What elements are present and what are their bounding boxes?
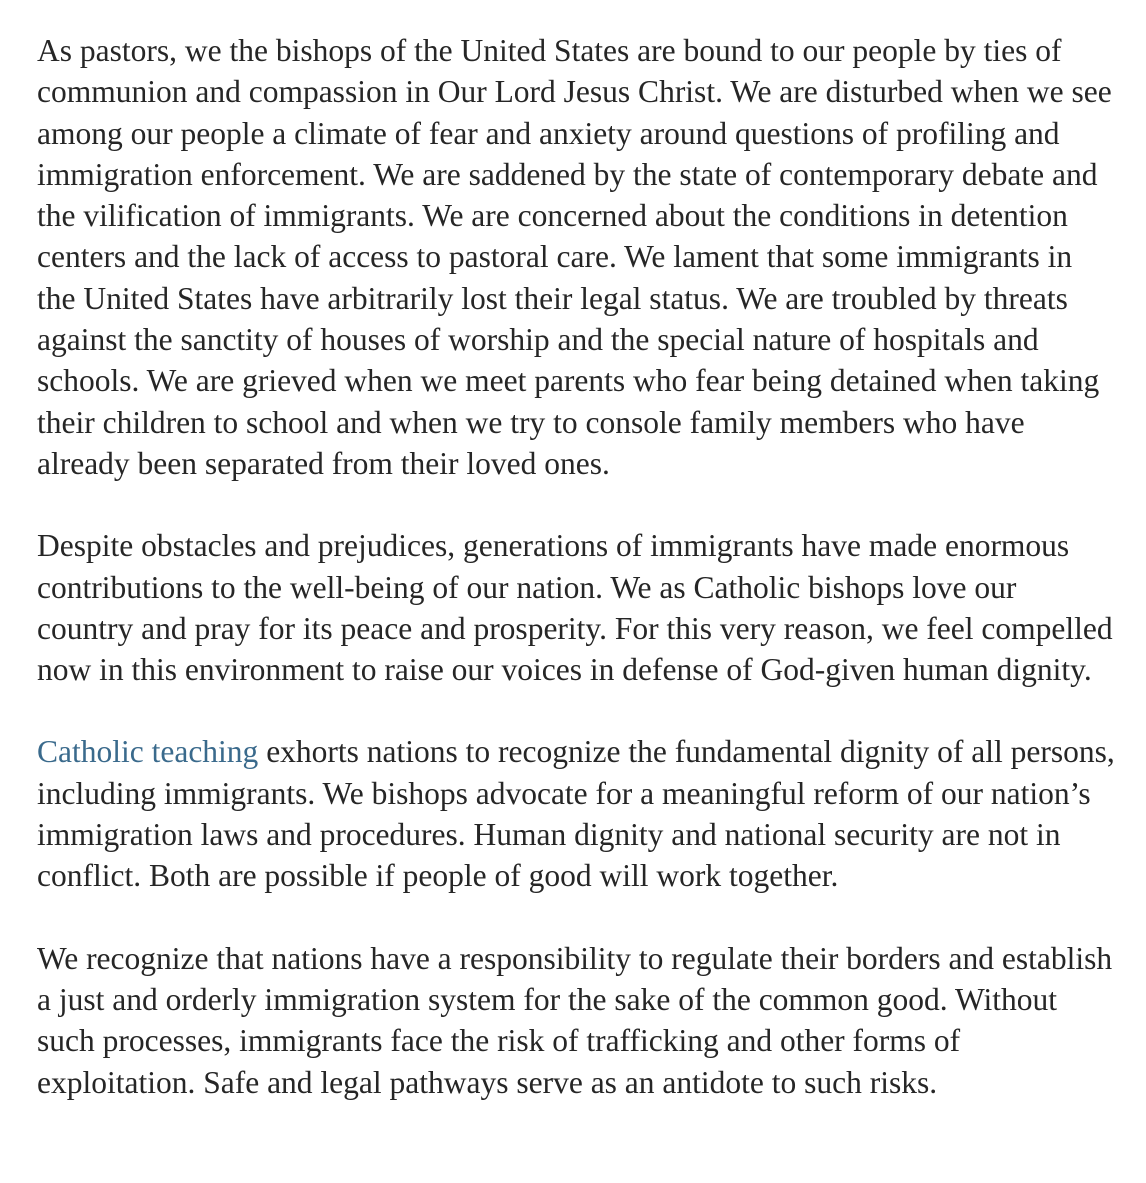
paragraph-1: As pastors, we the bishops of the United States are bound to our people by ties of communion and compassion in Our Lord Jesus Christ. We are disturbed when we see among our people a climate of fear and anxiety around questions of profiling and immigration enforcement. We are saddened by the state of contemporary debate and the vilification of immigrants. We are concerned about the conditions in detention centers and the lack of access to pastoral care. We lament that some immigrants in the United States have arbitrarily lost their legal status. We are troubled by threats against the sanctity of houses of worship and the special nature of hospitals and schools. We are grieved when we meet parents who fear being detained when taking their children to school and when we try to console family members who have already been separated from their loved ones. [37,33,1112,481]
paragraph-3 [37,731,1117,896]
catholic-teaching-link[interactable]: Catholic teaching [37,734,259,770]
paragraph-4: We recognize that nations have a responsibility to regulate their borders and establish a just and orderly immigration system for the sake of the common good. Without such processes, immigrants face the risk of trafficking and other forms of exploitation. Safe and legal pathways serve as an antidote to such risks. [37,940,1113,1100]
paragraph-3-text: exhorts nations to recognize the fundamental dignity of all persons, including immigrants. We bishops advocate for a meaningful reform of our nation’s immigration laws and procedures. Human dignity and national security are not in conflict. Both are possible if people of good will work together. [37,734,1115,894]
paragraph-2: Despite obstacles and prejudices, generations of immigrants have made enormous contributions to the well-being of our nation. We as Catholic bishops love our country and pray for its peace and prosperity. For this very reason, we feel compelled now in this environment to raise our voices in defense of God-given human dignity. [37,528,1113,688]
article-body [37,30,1117,1103]
